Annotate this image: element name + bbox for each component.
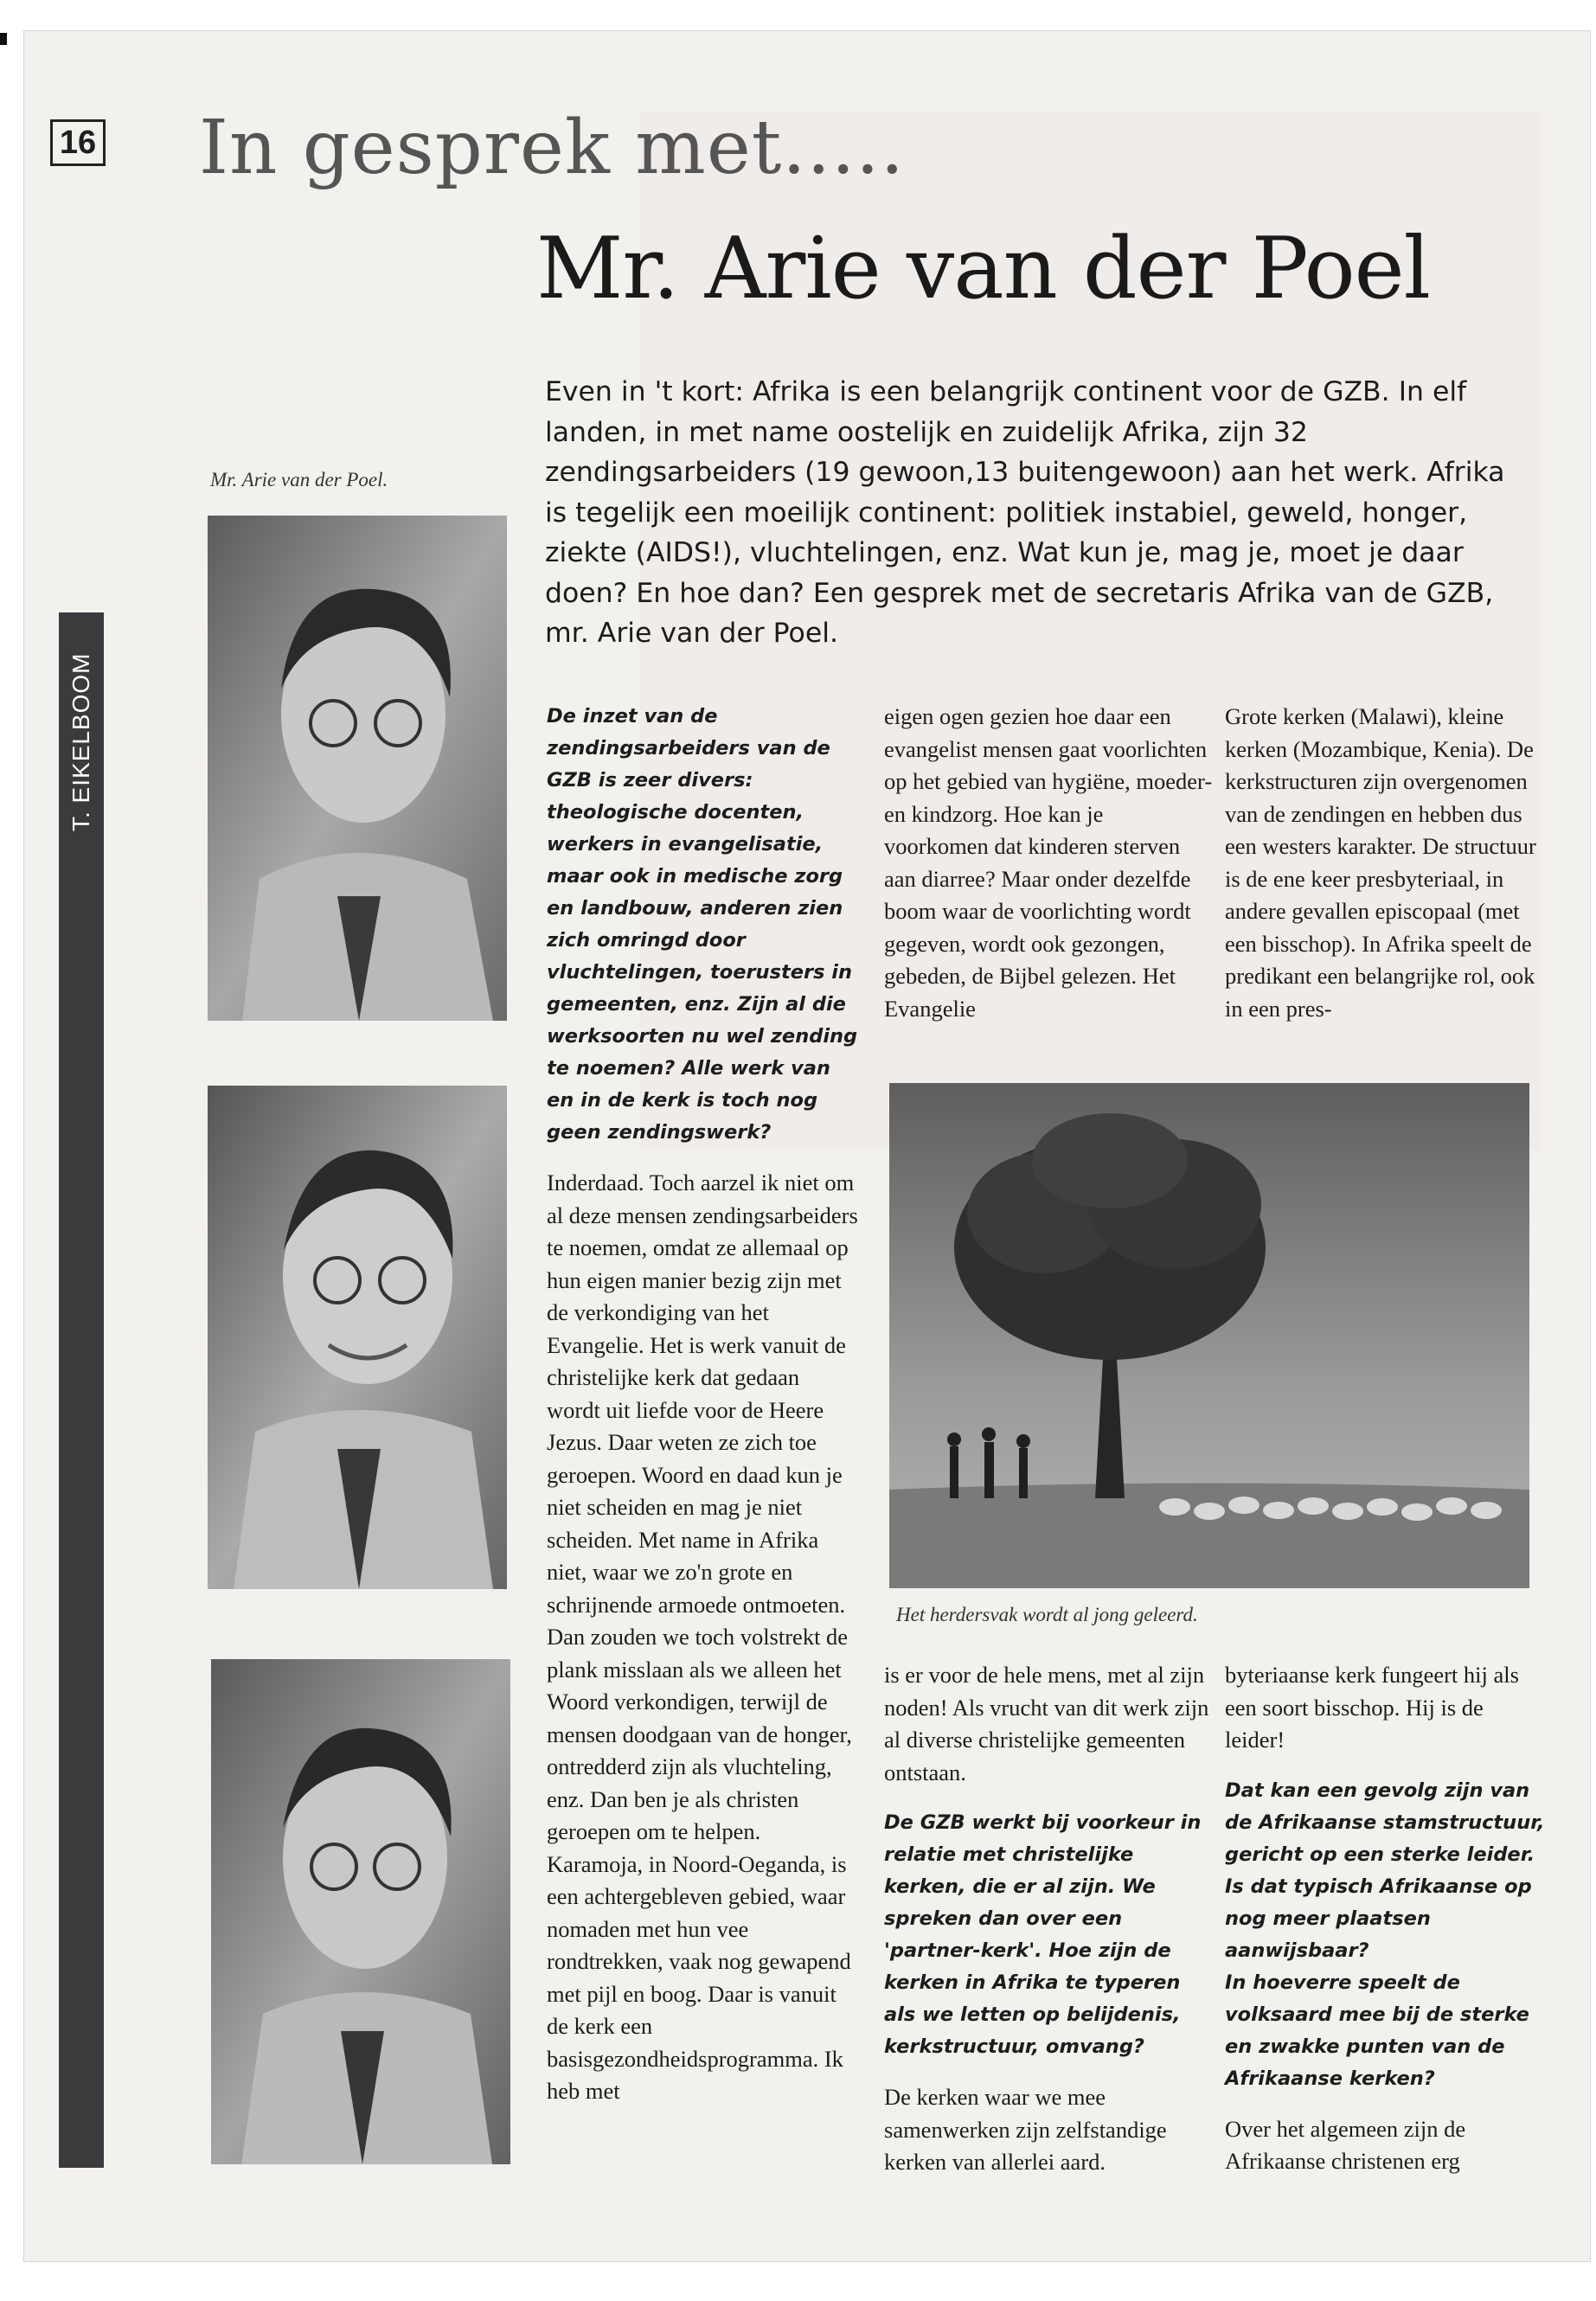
interview-question: Dat kan een gevolg zijn van de Afrikaanse stamstructuur, gericht op een sterke leider. Is dat typisch Afrikaanse op nog meer plaatsen aanwijsbaar? bbox=[1225, 1779, 1545, 1962]
column-2-top bbox=[884, 701, 1213, 1043]
interview-answer: Over het algemeen zijn de Afrikaanse christenen erg bbox=[1225, 2115, 1466, 2174]
portrait-caption: Mr. Arie van der Poel. bbox=[210, 469, 388, 490]
photo-caption: Het herdersvak wordt al jong geleerd. bbox=[896, 1604, 1198, 1625]
interview-answer: Inderdaad. Toch aarzel ik niet om al deze mensen zendingsarbeiders te noemen, omdat ze allemaal op hun eigen manier bezig zijn met de verkondiging van het Evangelie. Het is werk vanuit de christelijke kerk dat gedaan wordt uit liefde voor de Heere Jezus. Daar weten ze zich toe geroepen. Woord en daad kun je niet scheiden en mag je niet scheiden. Met name in Afrika niet, waar we zo'n grote en schrijnende armoede ontmoeten. Dan zouden we toch volstrekt de plank misslaan als we alleen het Woord verkondigen, terwijl de mensen doodgaan van de honger, ontredderd zijn als vluchteling, enz. Dan ben je als christen geroepen om te helpen. Karamoja, in Noord-Oeganda, is een achtergebleven gebied, waar nomaden met hun vee rondtrekken, vaak nog gewapend met pijl en boog. Daar is vanuit de kerk een basisgezondheidsprogramma. Ik heb met bbox=[547, 1170, 858, 2104]
section-tab-label: T. EIKELBOOM bbox=[67, 652, 94, 832]
portrait-photo-3 bbox=[211, 1659, 510, 2164]
portrait-illustration bbox=[208, 1086, 507, 1589]
interview-answer: byteriaanse kerk fungeert hij als een soort bisschop. Hij is de leider! bbox=[1225, 1662, 1519, 1753]
interview-answer: eigen ogen gezien hoe daar een evangelist mensen gaat voorlichten op het gebied van hygiëne, moeder- en kindzorg. Hoe kan je voorkomen dat kinderen sterven aan diarree? Maar onder dezelfde boom waar de voorlichting wordt gegeven, wordt ook gezongen, gebeden, de Bijbel gelezen. Het Evangelie bbox=[884, 703, 1213, 1022]
column-2-bottom bbox=[884, 1659, 1213, 2197]
page-number: 16 bbox=[50, 119, 106, 166]
kicker-title: In gesprek met..... bbox=[199, 105, 905, 191]
portrait-photo-2 bbox=[208, 1086, 507, 1589]
column-3-bottom bbox=[1225, 1659, 1547, 2196]
interview-question: De inzet van de zendingsarbeiders van de GZB is zeer divers: theologische docenten, werkers in evangelisatie, maar ook in medische zorg en landbouw, anderen zien zich omringd door vluchtelingen, toerusters in gemeenten, enz. Zijn al die werksoorten nu wel zending te noemen? Alle werk van en in de kerk is toch nog geen zendingswerk? bbox=[547, 705, 858, 1144]
column-1 bbox=[547, 701, 858, 2126]
portrait-photo-1 bbox=[208, 516, 507, 1021]
portrait-illustration bbox=[211, 1659, 510, 2164]
interview-answer: is er voor de hele mens, met al zijn noden! Als vrucht van dit werk zijn al diverse christelijke gemeenten ontstaan. bbox=[884, 1662, 1209, 1785]
column-3-top bbox=[1225, 701, 1547, 1043]
interview-answer: De kerken waar we mee samenwerken zijn zelfstandige kerken van allerlei aard. bbox=[884, 2084, 1167, 2175]
scan-edge-mark bbox=[0, 33, 7, 45]
portrait-illustration bbox=[208, 516, 507, 1021]
headline: Mr. Arie van der Poel bbox=[536, 220, 1430, 318]
intro-paragraph: Even in 't kort: Afrika is een belangrijk continent voor de GZB. In elf landen, in met name oostelijk en zuidelijk Afrika, zijn 32 zendingsarbeiders (19 gewoon,13 buitengewoon) aan het werk. Afrika is tegelijk een moeilijk continent: politiek instabiel, geweld, honger, ziekte (AIDS!), vluchtelingen, enz. Wat kun je, mag je, moet je daar doen? En hoe dan? Een gesprek met de secretaris Afrika van de GZB, mr. Arie van der Poel. bbox=[545, 376, 1505, 649]
section-tab bbox=[59, 612, 104, 2168]
herders-illustration bbox=[889, 1083, 1529, 1588]
interview-answer: Grote kerken (Malawi), kleine kerken (Mozambique, Kenia). De kerkstructuren zijn overgenomen van de zendingen en hebben dus een westers karakter. De structuur is de ene keer presbyteriaal, in andere gevallen episcopaal (met een bisschop). In Afrika speelt de predikant een belangrijke rol, ook in een pres- bbox=[1225, 703, 1536, 1022]
herders-photo bbox=[889, 1083, 1529, 1588]
interview-question: In hoeverre speelt de volksaard mee bij de sterke en zwakke punten van de Afrikaanse kerken? bbox=[1225, 1971, 1529, 2090]
interview-question: De GZB werkt bij voorkeur in relatie met christelijke kerken, die er al zijn. We spreken dan over een 'partner-kerk'. Hoe zijn de kerken in Afrika te typeren als we letten op belijdenis, kerkstructuur, omvang? bbox=[884, 1811, 1202, 2058]
